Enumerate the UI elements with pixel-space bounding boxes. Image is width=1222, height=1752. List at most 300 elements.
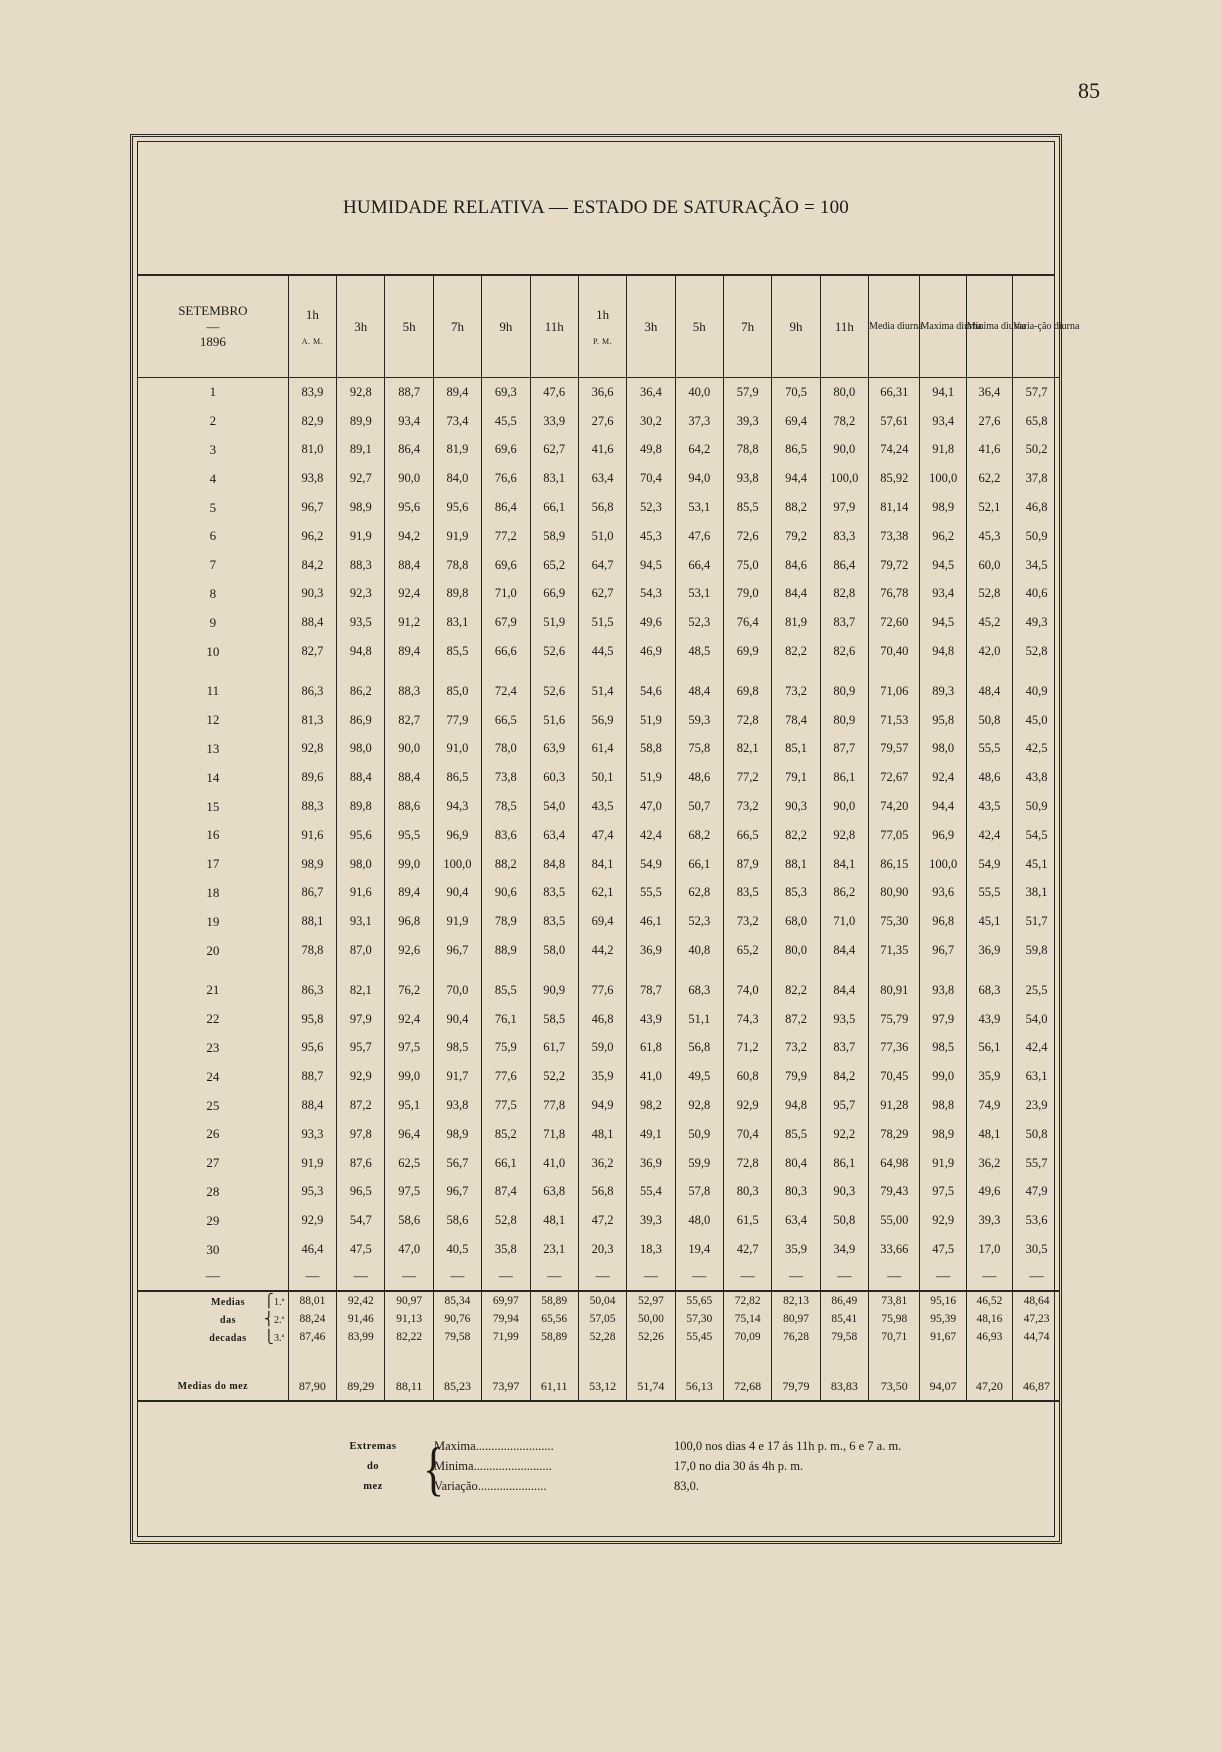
- table-cell: 90,97: [385, 1292, 433, 1310]
- table-cell: 55,00: [869, 1206, 920, 1235]
- table-cell: 94,1: [920, 378, 966, 407]
- table-cell: 45,2: [966, 608, 1012, 637]
- table-row: [138, 879, 1060, 908]
- table-cell: 88,9: [482, 936, 530, 965]
- table-cell: 51,9: [627, 706, 675, 735]
- table-cell: 81,9: [433, 436, 481, 465]
- table-cell: 61,5: [723, 1206, 771, 1235]
- header-hour: 7h: [723, 276, 771, 378]
- gap-cell: [920, 965, 966, 976]
- table-cell: 78,8: [288, 936, 336, 965]
- table-cell: 77,2: [482, 522, 530, 551]
- table-cell: 69,6: [482, 436, 530, 465]
- table-cell: 86,2: [337, 677, 385, 706]
- table-cell: 46,87: [1013, 1374, 1060, 1401]
- gap-cell: [530, 666, 578, 677]
- table-cell: 87,2: [772, 1005, 820, 1034]
- day-number: 1: [209, 384, 217, 400]
- table-cell: 95,7: [337, 1034, 385, 1063]
- table-cell: 95,16: [920, 1292, 966, 1310]
- table-cell: 85,5: [772, 1120, 820, 1149]
- table-cell: 98,9: [288, 850, 336, 879]
- dash-cell: —: [772, 1264, 820, 1291]
- table-cell: 49,6: [966, 1178, 1012, 1207]
- table-cell: 91,28: [869, 1091, 920, 1120]
- table-cell: 94,8: [920, 637, 966, 666]
- table-cell: 42,4: [966, 821, 1012, 850]
- table-cell: 88,01: [288, 1292, 336, 1310]
- table-cell: 95,5: [385, 821, 433, 850]
- table-cell: 60,3: [530, 763, 578, 792]
- table-cell: 50,1: [578, 763, 626, 792]
- table-cell: 55,5: [966, 735, 1012, 764]
- table-cell: 93,8: [920, 976, 966, 1005]
- table-cell: 94,0: [675, 464, 723, 493]
- table-cell: 51,5: [578, 608, 626, 637]
- table-cell: 55,4: [627, 1178, 675, 1207]
- table-cell: 93,4: [385, 407, 433, 436]
- table-cell: 48,5: [675, 637, 723, 666]
- decade-row: [138, 1310, 1060, 1328]
- table-cell: 36,4: [966, 378, 1012, 407]
- table-cell: 56,13: [675, 1374, 723, 1401]
- table-cell: 73,50: [869, 1374, 920, 1401]
- table-cell: 92,9: [920, 1206, 966, 1235]
- table-cell: 79,58: [820, 1328, 868, 1346]
- table-cell: 97,5: [385, 1034, 433, 1063]
- header-pm: P. M.: [592, 337, 613, 346]
- table-cell: 51,9: [627, 763, 675, 792]
- table-cell: 62,7: [530, 436, 578, 465]
- table-cell: 97,9: [337, 1005, 385, 1034]
- table-cell: 65,2: [530, 551, 578, 580]
- header-hour: 9h: [482, 276, 530, 378]
- table-cell: 62,7: [578, 580, 626, 609]
- table-cell: 47,4: [578, 821, 626, 850]
- table-cell: 40,5: [433, 1235, 481, 1264]
- table-cell: 96,8: [385, 907, 433, 936]
- dash-cell: —: [1013, 1264, 1060, 1291]
- table-cell: 99,0: [920, 1062, 966, 1091]
- table-cell: 91,13: [385, 1310, 433, 1328]
- table-cell: 36,9: [627, 936, 675, 965]
- decade-label-cell: [138, 1310, 288, 1328]
- dash-cell: —: [966, 1264, 1012, 1291]
- table-cell: 54,5: [1013, 821, 1060, 850]
- table-cell: 91,6: [288, 821, 336, 850]
- table-cell: 58,0: [530, 936, 578, 965]
- table-cell: 84,2: [288, 551, 336, 580]
- gap-cell: [433, 965, 481, 976]
- table-cell: 49,8: [627, 436, 675, 465]
- table-cell: 74,20: [869, 792, 920, 821]
- dash-cell: —: [288, 1264, 336, 1291]
- table-cell: 85,2: [482, 1120, 530, 1149]
- table-cell: 87,4: [482, 1178, 530, 1207]
- table-cell: 72,82: [723, 1292, 771, 1310]
- header-hour: 7h: [433, 276, 481, 378]
- table-cell: 92,9: [723, 1091, 771, 1120]
- table-cell: 83,3: [820, 522, 868, 551]
- gap-cell: [578, 666, 626, 677]
- table-cell: 52,2: [530, 1062, 578, 1091]
- table-cell: 98,2: [627, 1091, 675, 1120]
- table-cell: 88,3: [288, 792, 336, 821]
- table-cell: 95,3: [288, 1178, 336, 1207]
- table-cell: 50,8: [966, 706, 1012, 735]
- table-cell: 97,5: [920, 1178, 966, 1207]
- table-cell: 86,5: [772, 436, 820, 465]
- day-number: 22: [206, 1011, 220, 1027]
- spacer-cell: [288, 1346, 336, 1374]
- table-cell: 73,97: [482, 1374, 530, 1401]
- table-cell: 69,97: [482, 1292, 530, 1310]
- table-cell: 83,9: [288, 378, 336, 407]
- table-cell: 35,9: [578, 1062, 626, 1091]
- table-cell: 58,89: [530, 1328, 578, 1346]
- table-cell: 94,4: [920, 792, 966, 821]
- table-cell: 89,9: [337, 407, 385, 436]
- table-cell: 71,99: [482, 1328, 530, 1346]
- table-cell: 98,9: [433, 1120, 481, 1149]
- table-cell: 19,4: [675, 1235, 723, 1264]
- table-cell: 84,4: [820, 936, 868, 965]
- table-cell: 82,8: [820, 580, 868, 609]
- table-cell: 51,0: [578, 522, 626, 551]
- gap-cell: [385, 965, 433, 976]
- header-media-diurna: Media diurna: [869, 276, 920, 378]
- gap-cell: [869, 666, 920, 677]
- table-cell: 83,1: [530, 464, 578, 493]
- table-cell: 88,2: [482, 850, 530, 879]
- table-cell: 82,1: [723, 735, 771, 764]
- gap-cell: [288, 666, 336, 677]
- table-cell: 49,1: [627, 1120, 675, 1149]
- gap-cell: [772, 965, 820, 976]
- table-cell: 90,0: [385, 464, 433, 493]
- table-cell: 46,8: [1013, 493, 1060, 522]
- spacer-row: [138, 1346, 1060, 1374]
- table-cell: 91,9: [433, 522, 481, 551]
- table-cell: 84,8: [530, 850, 578, 879]
- table-cell: 92,8: [288, 735, 336, 764]
- decade-ordinal: 1.ª: [274, 1296, 285, 1308]
- table-row: [138, 677, 1060, 706]
- table-cell: 93,5: [820, 1005, 868, 1034]
- table-cell: 36,2: [578, 1149, 626, 1178]
- table-cell: 47,0: [385, 1235, 433, 1264]
- spacer-cell: [772, 1346, 820, 1374]
- table-cell: 47,2: [578, 1206, 626, 1235]
- table-cell: 77,05: [869, 821, 920, 850]
- table-cell: 55,5: [966, 879, 1012, 908]
- table-row: [138, 464, 1060, 493]
- table-cell: 79,79: [772, 1374, 820, 1401]
- table-cell: 78,2: [820, 407, 868, 436]
- header-row: [138, 276, 1060, 378]
- table-cell: 36,6: [578, 378, 626, 407]
- gap-cell: [138, 965, 288, 976]
- table-row: [138, 1091, 1060, 1120]
- table-cell: 100,0: [920, 850, 966, 879]
- table-cell: 54,9: [627, 850, 675, 879]
- table-cell: 99,0: [385, 850, 433, 879]
- header-hour: 11h: [820, 276, 868, 378]
- table-cell: 52,3: [675, 907, 723, 936]
- table-cell: 98,0: [337, 850, 385, 879]
- table-cell: 91,67: [920, 1328, 966, 1346]
- table-cell: 36,9: [627, 1149, 675, 1178]
- table-cell: 89,4: [385, 637, 433, 666]
- table-row: [138, 936, 1060, 965]
- table-cell: 47,0: [627, 792, 675, 821]
- table-cell: 68,2: [675, 821, 723, 850]
- table-cell: 88,4: [337, 763, 385, 792]
- table-cell: 87,2: [337, 1091, 385, 1120]
- table-cell: 93,6: [920, 879, 966, 908]
- table-cell: 66,1: [675, 850, 723, 879]
- table-cell: 89,4: [385, 879, 433, 908]
- table-cell: 94,8: [337, 637, 385, 666]
- table-row: [138, 436, 1060, 465]
- table-cell: 69,4: [772, 407, 820, 436]
- table-cell: 91,6: [337, 879, 385, 908]
- table-cell: 51,4: [578, 677, 626, 706]
- table-cell: 77,6: [482, 1062, 530, 1091]
- table-cell: 40,8: [675, 936, 723, 965]
- decade-label-cell: [138, 1292, 288, 1310]
- decade-label-cell: [138, 1328, 288, 1346]
- table-cell: 92,8: [675, 1091, 723, 1120]
- gap-cell: [869, 965, 920, 976]
- table-cell: 88,24: [288, 1310, 336, 1328]
- table-cell: 73,2: [723, 792, 771, 821]
- table-row: [138, 976, 1060, 1005]
- table-cell: 55,7: [1013, 1149, 1060, 1178]
- table-cell: 30,2: [627, 407, 675, 436]
- table-cell: 88,2: [772, 493, 820, 522]
- table-cell: 86,3: [288, 677, 336, 706]
- table-cell: 96,9: [433, 821, 481, 850]
- gap-cell: [482, 666, 530, 677]
- table-cell: 35,9: [772, 1235, 820, 1264]
- table-cell: 42,5: [1013, 735, 1060, 764]
- table-cell: 54,0: [530, 792, 578, 821]
- header-minima-diurna: Minima diurna: [966, 276, 1012, 378]
- decade-gap: [138, 666, 1060, 677]
- table-cell: 52,26: [627, 1328, 675, 1346]
- gap-cell: [138, 666, 288, 677]
- table-cell: 77,8: [530, 1091, 578, 1120]
- table-cell: 72,4: [482, 677, 530, 706]
- table-cell: 87,90: [288, 1374, 336, 1401]
- table-cell: 50,04: [578, 1292, 626, 1310]
- dash-cell: —: [205, 1268, 220, 1284]
- table-cell: 51,6: [530, 706, 578, 735]
- table-cell: 93,3: [288, 1120, 336, 1149]
- table-cell: 91,7: [433, 1062, 481, 1091]
- table-cell: 100,0: [820, 464, 868, 493]
- table-cell: 73,81: [869, 1292, 920, 1310]
- table-cell: 90,3: [772, 792, 820, 821]
- table-cell: 96,7: [433, 936, 481, 965]
- table-cell: 77,9: [433, 706, 481, 735]
- table-cell: 82,2: [772, 821, 820, 850]
- table-cell: 57,30: [675, 1310, 723, 1328]
- table-cell: 92,3: [337, 580, 385, 609]
- table-cell: 72,67: [869, 763, 920, 792]
- table-cell: 66,5: [482, 706, 530, 735]
- table-cell: 80,4: [772, 1149, 820, 1178]
- table-cell: 46,52: [966, 1292, 1012, 1310]
- table-cell: 98,0: [920, 735, 966, 764]
- table-cell: 51,74: [627, 1374, 675, 1401]
- table-cell: 97,9: [820, 493, 868, 522]
- table-cell: 74,24: [869, 436, 920, 465]
- table-cell: 48,6: [966, 763, 1012, 792]
- table-cell: 79,57: [869, 735, 920, 764]
- gap-cell: [920, 666, 966, 677]
- table-cell: 27,6: [966, 407, 1012, 436]
- spacer-cell: [482, 1346, 530, 1374]
- table-cell: 94,5: [920, 608, 966, 637]
- table-cell: 92,42: [337, 1292, 385, 1310]
- table-cell: 44,5: [578, 637, 626, 666]
- table-row: [138, 637, 1060, 666]
- spacer-cell: [138, 1346, 288, 1374]
- table-cell: 85,5: [482, 976, 530, 1005]
- table-row: [138, 1235, 1060, 1264]
- table-cell: 95,6: [337, 821, 385, 850]
- decade-ordinal: 2.ª: [274, 1314, 285, 1326]
- table-cell: 99,0: [385, 1062, 433, 1091]
- table-cell: 73,2: [723, 907, 771, 936]
- header-maxima-diurna: Maxima diurna: [920, 276, 966, 378]
- spacer-cell: [530, 1346, 578, 1374]
- table-cell: 94,07: [920, 1374, 966, 1401]
- table-cell: 94,3: [433, 792, 481, 821]
- table-cell: 39,3: [627, 1206, 675, 1235]
- table-cell: 52,97: [627, 1292, 675, 1310]
- table-cell: 85,5: [723, 493, 771, 522]
- table-row: [138, 1034, 1060, 1063]
- table-cell: 65,8: [1013, 407, 1060, 436]
- table-cell: 56,7: [433, 1149, 481, 1178]
- table-row: [138, 735, 1060, 764]
- table-cell: 58,6: [433, 1206, 481, 1235]
- table-cell: 47,23: [1013, 1310, 1060, 1328]
- table-cell: 92,9: [288, 1206, 336, 1235]
- table-cell: 47,9: [1013, 1178, 1060, 1207]
- month-means-label: Medias do mez: [138, 1374, 288, 1401]
- table-cell: 93,8: [288, 464, 336, 493]
- table-cell: 88,4: [288, 608, 336, 637]
- table-cell: 80,9: [820, 706, 868, 735]
- gap-cell: [578, 965, 626, 976]
- day-number: 4: [209, 470, 217, 486]
- decade-row: [138, 1292, 1060, 1310]
- extremes-label: mez: [363, 1480, 383, 1492]
- page-number: 85: [1078, 78, 1100, 103]
- table-cell: 78,9: [482, 907, 530, 936]
- table-cell: 42,4: [627, 821, 675, 850]
- table-row: [138, 1062, 1060, 1091]
- table-cell: 49,6: [627, 608, 675, 637]
- table-cell: 84,4: [820, 976, 868, 1005]
- day-number: 16: [206, 827, 220, 843]
- table-row: [138, 580, 1060, 609]
- table-cell: 95,6: [433, 493, 481, 522]
- table-cell: 92,8: [820, 821, 868, 850]
- table-cell: 86,7: [288, 879, 336, 908]
- day-number: 3: [209, 441, 217, 457]
- table-cell: 73,38: [869, 522, 920, 551]
- table-cell: 62,1: [578, 879, 626, 908]
- day-number: 24: [206, 1068, 220, 1084]
- table-cell: 86,2: [820, 879, 868, 908]
- table-cell: 83,7: [820, 608, 868, 637]
- table-cell: 56,8: [578, 493, 626, 522]
- table-cell: 52,8: [482, 1206, 530, 1235]
- spacer-cell: [723, 1346, 771, 1374]
- day-number: 2: [209, 413, 217, 429]
- table-cell: 43,9: [966, 1005, 1012, 1034]
- table-cell: 82,7: [385, 706, 433, 735]
- table-cell: 80,3: [772, 1178, 820, 1207]
- table-cell: 85,0: [433, 677, 481, 706]
- table-cell: 70,4: [723, 1120, 771, 1149]
- dash-cell: —: [627, 1264, 675, 1291]
- table-row: [138, 378, 1060, 407]
- table-row: [138, 821, 1060, 850]
- table-cell: 81,14: [869, 493, 920, 522]
- table-cell: 83,1: [433, 608, 481, 637]
- gap-cell: [1013, 965, 1060, 976]
- table-cell: 72,6: [723, 522, 771, 551]
- table-cell: 64,2: [675, 436, 723, 465]
- table-cell: 85,5: [433, 637, 481, 666]
- table-cell: 71,2: [723, 1034, 771, 1063]
- table-cell: 34,9: [820, 1235, 868, 1264]
- table-cell: 59,8: [1013, 936, 1060, 965]
- table-row: [138, 493, 1060, 522]
- table-cell: 70,40: [869, 637, 920, 666]
- table-cell: 86,3: [288, 976, 336, 1005]
- table-cell: 51,7: [1013, 907, 1060, 936]
- table-cell: 85,3: [772, 879, 820, 908]
- table-cell: 46,8: [578, 1005, 626, 1034]
- table-cell: 68,0: [772, 907, 820, 936]
- table-cell: 88,11: [385, 1374, 433, 1401]
- table-cell: 90,4: [433, 879, 481, 908]
- table-cell: 94,8: [772, 1091, 820, 1120]
- table-cell: 48,1: [578, 1120, 626, 1149]
- table-cell: 90,3: [288, 580, 336, 609]
- table-cell: 52,8: [966, 580, 1012, 609]
- spacer-cell: [869, 1346, 920, 1374]
- table-cell: 90,3: [820, 1178, 868, 1207]
- table-cell: 69,4: [578, 907, 626, 936]
- table-row: [138, 1149, 1060, 1178]
- table-cell: 79,9: [772, 1062, 820, 1091]
- table-cell: 35,8: [482, 1235, 530, 1264]
- table-cell: 82,2: [772, 637, 820, 666]
- table-cell: 91,9: [288, 1149, 336, 1178]
- table-cell: 79,2: [772, 522, 820, 551]
- table-cell: 54,3: [627, 580, 675, 609]
- table-cell: 70,0: [433, 976, 481, 1005]
- table-cell: 94,9: [578, 1091, 626, 1120]
